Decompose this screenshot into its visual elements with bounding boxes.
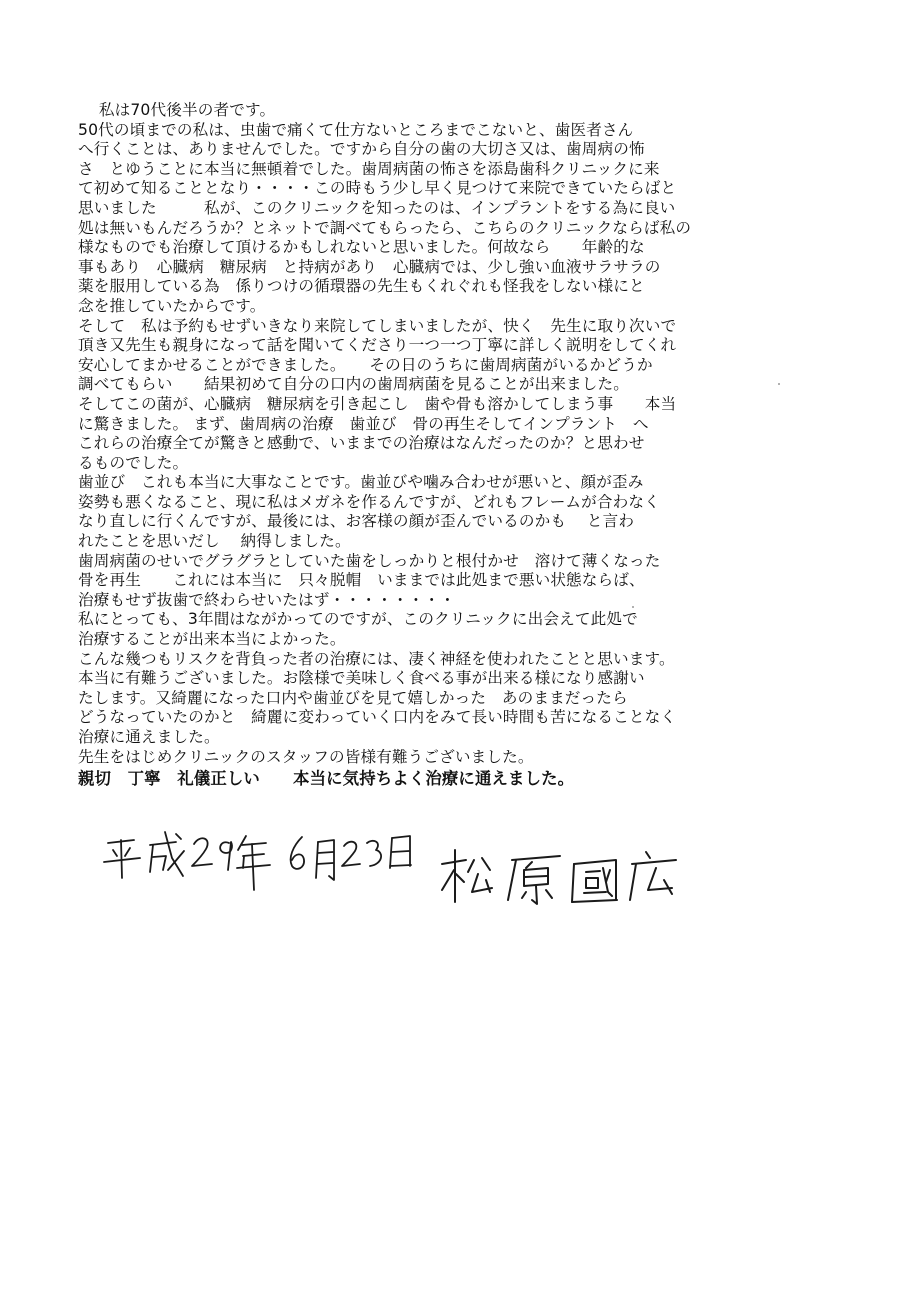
letter-line: なり直しに行くんですが、最後には、お客様の顔が歪んでいるのかも と言わ [78,512,635,531]
handwritten-date [104,832,411,890]
letter-line: 治療することが出来本当によかった。 [78,630,346,649]
letter-line: そして 私は予約もせずいきなり来院してしまいましたが、快く 先生に取り次いで [78,316,677,335]
letter-line: そしてこの菌が、心臓病 糖尿病を引き起こし 歯や骨も溶かしてしまう事 本当 [78,394,677,413]
letter-line: 姿勢も悪くなること、現に私はメガネを作るんですが、どれもフレームが合わなく [78,492,660,511]
letter-line: 私にとっても、3年間はながかってのですが、このクリニックに出会えて此処で [78,610,638,629]
letter-line: 様なものでも治療して頂けるかもしれないと思いました。何故なら 年齢的な [78,238,645,257]
letter-line: 安心してまかせることができました。 その日のうちに歯周病菌がいるかどうか [78,355,653,374]
letter-line: 治療もせず抜歯で終わらせいたはず・・・・・・・・ [78,590,456,609]
letter-line: 調べてもらい 結果初めて自分の口内の歯周病菌を見ることが出来ました。 [78,375,630,394]
letter-line: 50代の頃までの私は、虫歯で痛くて仕方ないところまでこないと、歯医者さん [78,120,634,139]
letter-line: 先生をはじめクリニックのスタッフの皆様有難うございました。 [78,747,534,766]
letter-line: これらの治療全てが驚きと感動で、いままでの治療はなんだったのか？と思わせ [78,434,645,453]
letter-line: れたことを思いだし 納得しました。 [78,532,351,551]
scan-speck [632,606,634,608]
letter-line: 事もあり 心臓病 糖尿病 と持病があり 心臓病では、少し強い血液サラサラの [78,257,661,276]
letter-line: 骨を再生 これには本当に 只々脱帽 いままでは此処まで悪い状態ならば、 [78,571,645,590]
letter-line: に驚きました。 まず、歯周病の治療 歯並び 骨の再生そしてインプラント へ [78,414,649,433]
letter-line: 頂き又先生も親身になって話を聞いてくださり一つ一つ丁寧に詳しく説明をしてくれ [78,336,677,355]
letter-line: どうなっていたのかと 綺麗に変わっていく口内をみて長い時間も苦になることなく [78,708,677,727]
letter-line: 薬を服用している為 係りつけの循環器の先生もくれぐれも怪我をしない様にと [78,277,645,296]
letter-line: 念を推していたからです。 [78,296,266,315]
letter-line: て初めて知ることとなり・・・・この時もう少し早く見つけて来院できていたらばと [78,179,677,198]
letter-line: 処は無いもんだろうか？とネットで調べてもらったら、こちらのクリニックならば私の [78,218,692,237]
letter-line: 私は70代後半の者です。 [78,101,276,119]
scan-speck [778,383,780,385]
letter-line: 思いました 私が、このクリニックを知ったのは、インプラントをする為に良い [78,198,676,217]
letter-line: へ行くことは、ありませんでした。ですから自分の歯の大切さ又は、歯周病の怖 [78,140,645,159]
letter-line: 治療に通えました。 [78,728,220,746]
handwritten-name [442,850,676,904]
letter-line: 本当に有難うございました。お陰様で美味しく食べる事が出来る様になり感謝い [78,669,645,688]
letter-line: るものでした。 [78,453,189,472]
letter-line: 歯並び これも本当に大事なことです。歯並びや噛み合わせが悪いと、顔が歪み [78,473,644,492]
letter-line: さ とゆうことに本当に無頓着でした。歯周病菌の怖さを添島歯科クリニックに来 [78,159,660,178]
testimonial-letter [78,101,728,790]
closing-line: 親切 丁寧 礼儀正しい 本当に気持ちよく治療に通えました。 [78,769,575,789]
letter-line: こんな幾つもリスクを背負った者の治療には、凄く神経を使われたことと思います。 [78,649,675,668]
letter-line: たします。又綺麗になった口内や歯並びを見て嬉しかった あのままだったら [78,688,628,707]
letter-line: 歯周病菌のせいでグラグラとしていた歯をしっかりと根付かせ 溶けて薄くなった [78,551,661,570]
